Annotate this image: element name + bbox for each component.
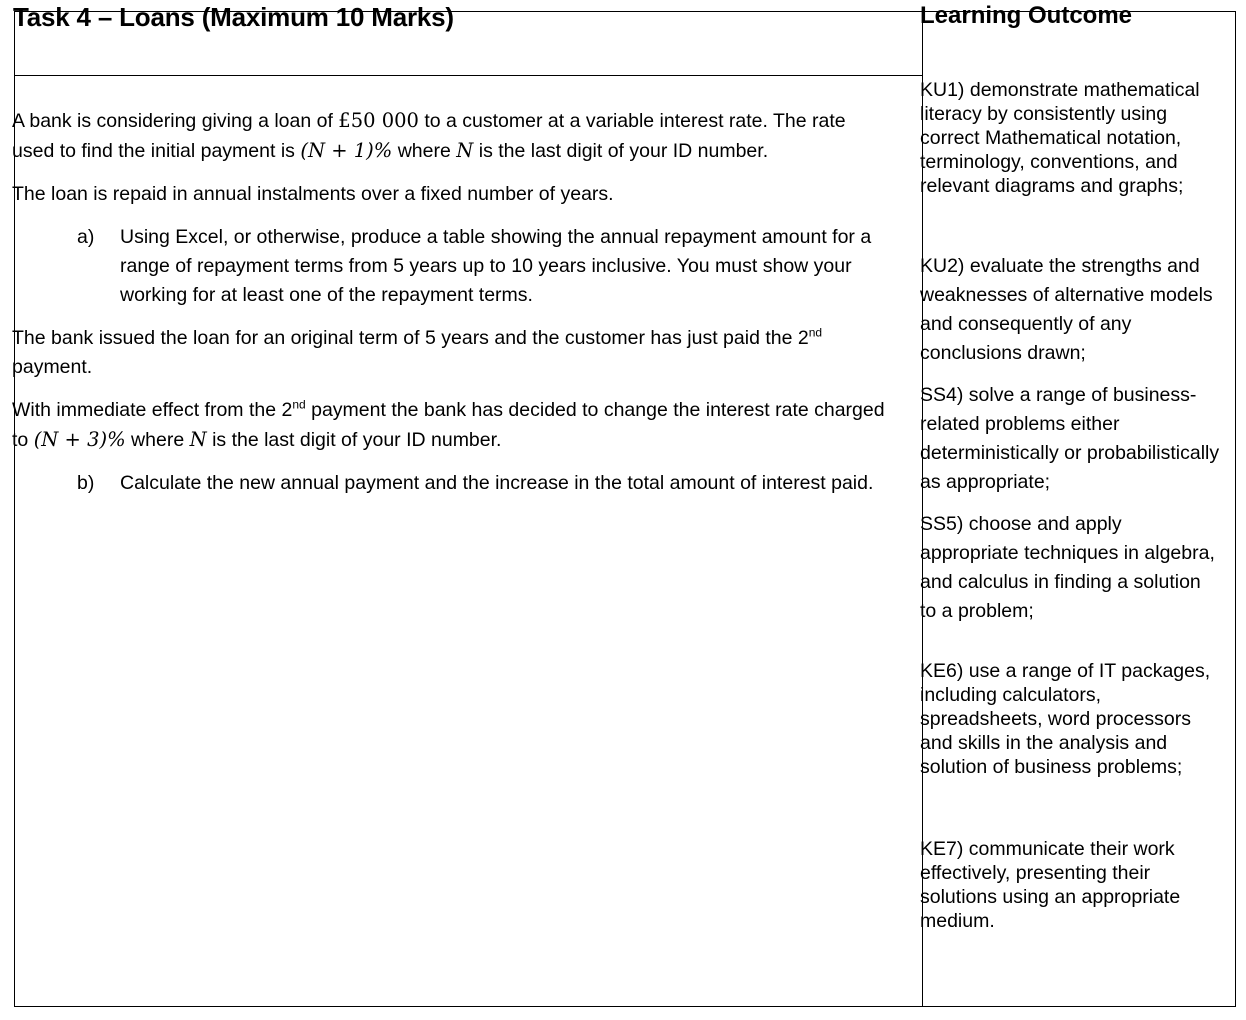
header-divider	[15, 75, 922, 76]
learning-outcome-title: Learning Outcome	[920, 2, 1133, 29]
rate-change-paragraph: With immediate effect from the 2nd payment the bank has decided to change the interest rate charged to (N + 3)% where N is the last digit of your ID number.	[12, 397, 885, 451]
outcome-ku2: KU2) evaluate the strengths and weaknesses of alternative models and consequently of any conclusions drawn;	[920, 255, 1213, 364]
intro-paragraph: A bank is considering giving a loan of £50 000 to a customer at a variable interest rate. The rate used to find the initial payment is (N + 1)% where N is the last digit of your ID number.	[12, 109, 846, 162]
task-title: Task 4 – Loans (Maximum 10 Marks)	[13, 2, 454, 32]
initial-rate-formula: (N + 1)%	[300, 139, 393, 162]
question-b-label: b)	[77, 472, 95, 494]
question-b-text: Calculate the new annual payment and the increase in the total amount of interest paid.	[120, 472, 874, 494]
task-description	[12, 106, 892, 498]
loan-issued-paragraph: The bank issued the loan for an original term of 5 years and the customer has just paid the 2nd payment.	[12, 325, 823, 378]
outcome-ku1: KU1) demonstrate mathematical literacy by consistently using correct Mathematical notation, terminology, conventions, and relevant diagrams and graphs;	[920, 79, 1200, 197]
outcome-ke7: KE7) communicate their work effectively, presenting their solutions using an appropriate medium.	[920, 838, 1181, 932]
outcome-ss4: SS4) solve a range of business-related problems either deterministically or probabilistically as appropriate;	[920, 384, 1220, 493]
question-a	[12, 223, 892, 310]
question-b	[12, 469, 892, 498]
question-a-text: Using Excel, or otherwise, produce a table showing the annual repayment amount for a range of repayment terms from 5 years up to 10 years inclusive. You must show your working for at least one of the repayment terms.	[120, 226, 872, 306]
outcome-ss5: SS5) choose and apply appropriate techniques in algebra, and calculus in finding a solution to a problem;	[920, 513, 1215, 622]
new-rate-formula: (N + 3)%	[33, 428, 126, 451]
loan-amount: £50 000	[338, 109, 419, 132]
question-a-label: a)	[77, 226, 95, 248]
outcome-ke6: KE6) use a range of IT packages, including calculators, spreadsheets, word processors and skills in the analysis and solution of business problems;	[920, 660, 1211, 778]
repayment-paragraph: The loan is repaid in annual instalments over a fixed number of years.	[12, 183, 614, 205]
